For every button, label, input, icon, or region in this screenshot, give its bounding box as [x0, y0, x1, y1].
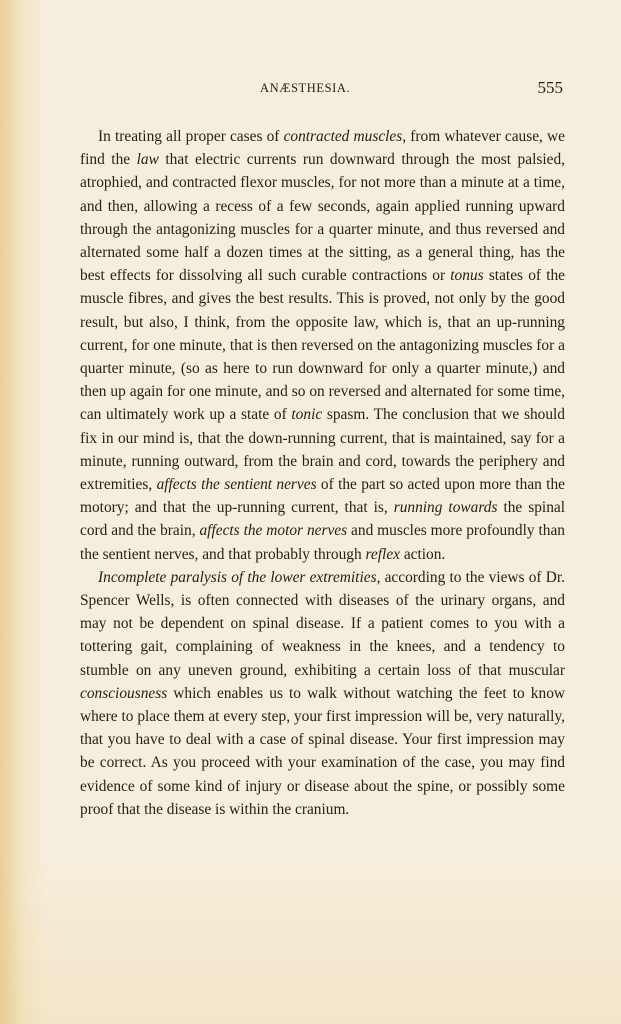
italic-segment: reflex [365, 545, 400, 563]
body-text [80, 125, 565, 821]
italic-segment: affects the motor nerves [199, 522, 348, 540]
italic-segment: tonic [291, 406, 323, 424]
running-title: ANÆSTHESIA. [260, 81, 351, 95]
italic-segment: law [136, 151, 159, 169]
italic-segment: tonus [450, 267, 484, 285]
running-head [80, 79, 565, 99]
text-segment: spasm. The conclusion that we should fix in our mind is, that the down-running current, that is maintained, say for a minute, running outward, from the brain and cord, towards the periphery and extremities, [80, 406, 565, 494]
italic-segment: affects the sentient nerves [156, 476, 317, 494]
text-segment: of the part so acted upon more than the motory; and that the up-running current, that is, [80, 476, 565, 517]
paragraph-1 [80, 125, 565, 566]
italic-segment: Incomplete paralysis of the lower extremities [98, 568, 377, 586]
italic-segment: running towards [393, 499, 498, 517]
page-number: 555 [537, 78, 563, 97]
italic-segment: consciousness [80, 684, 168, 702]
paragraph-2 [80, 566, 565, 821]
text-segment: which enables us to walk without watching the feet to know where to place them at every step, your first impression will be, very naturally, that you have to deal with a case of spinal disease. Your first impression may be correct. As you proceed with your examination of the case, you may find evidence of some kind of injury or disease about the spine, or possibly some proof that the disease is within the cranium. [80, 684, 565, 818]
text-segment: , according to the views of Dr. Spencer Wells, is often connected with diseases of the urinary organs, and may not be dependent on spinal disease. If a patient comes to you with a tottering gait, complaining of weakness in the knees, and a tendency to stumble on any uneven ground, exhibiting a certain loss of that muscular [80, 568, 565, 679]
text-segment: action. [399, 545, 446, 563]
text-segment: , from whatever cause, we find the [80, 128, 565, 169]
italic-segment: contracted muscles [283, 128, 403, 145]
text-segment: In treating all proper cases of [98, 128, 284, 145]
text-segment: that electric currents run downward through the most palsied, atrophied, and contracted flexor muscles, for not more than a minute at a time, and then, allowing a recess of a few seconds, again applied running upward through the antagonizing muscles for a quarter minute, and thus reversed and alternated some half a dozen times at the sitting, as a general thing, has the best effects for dissolving all such curable contractions or [80, 151, 566, 285]
text-segment: and muscles more profoundly than the sentient nerves, and that probably through [80, 522, 566, 563]
text-segment: states of the muscle fibres, and gives the best results. This is proved, not only by the good result, but also, I think, from the opposite law, which is, that an up-running current, for one minute, that is then reversed on the antagonizing muscles for a quarter minute, (so as here to run downward for only a quarter minute,) and then up again for one minute, and so on reversed and alternated for some time, can ultimately work up a state of [80, 267, 565, 424]
text-segment: the spinal cord and the brain, [80, 499, 565, 540]
